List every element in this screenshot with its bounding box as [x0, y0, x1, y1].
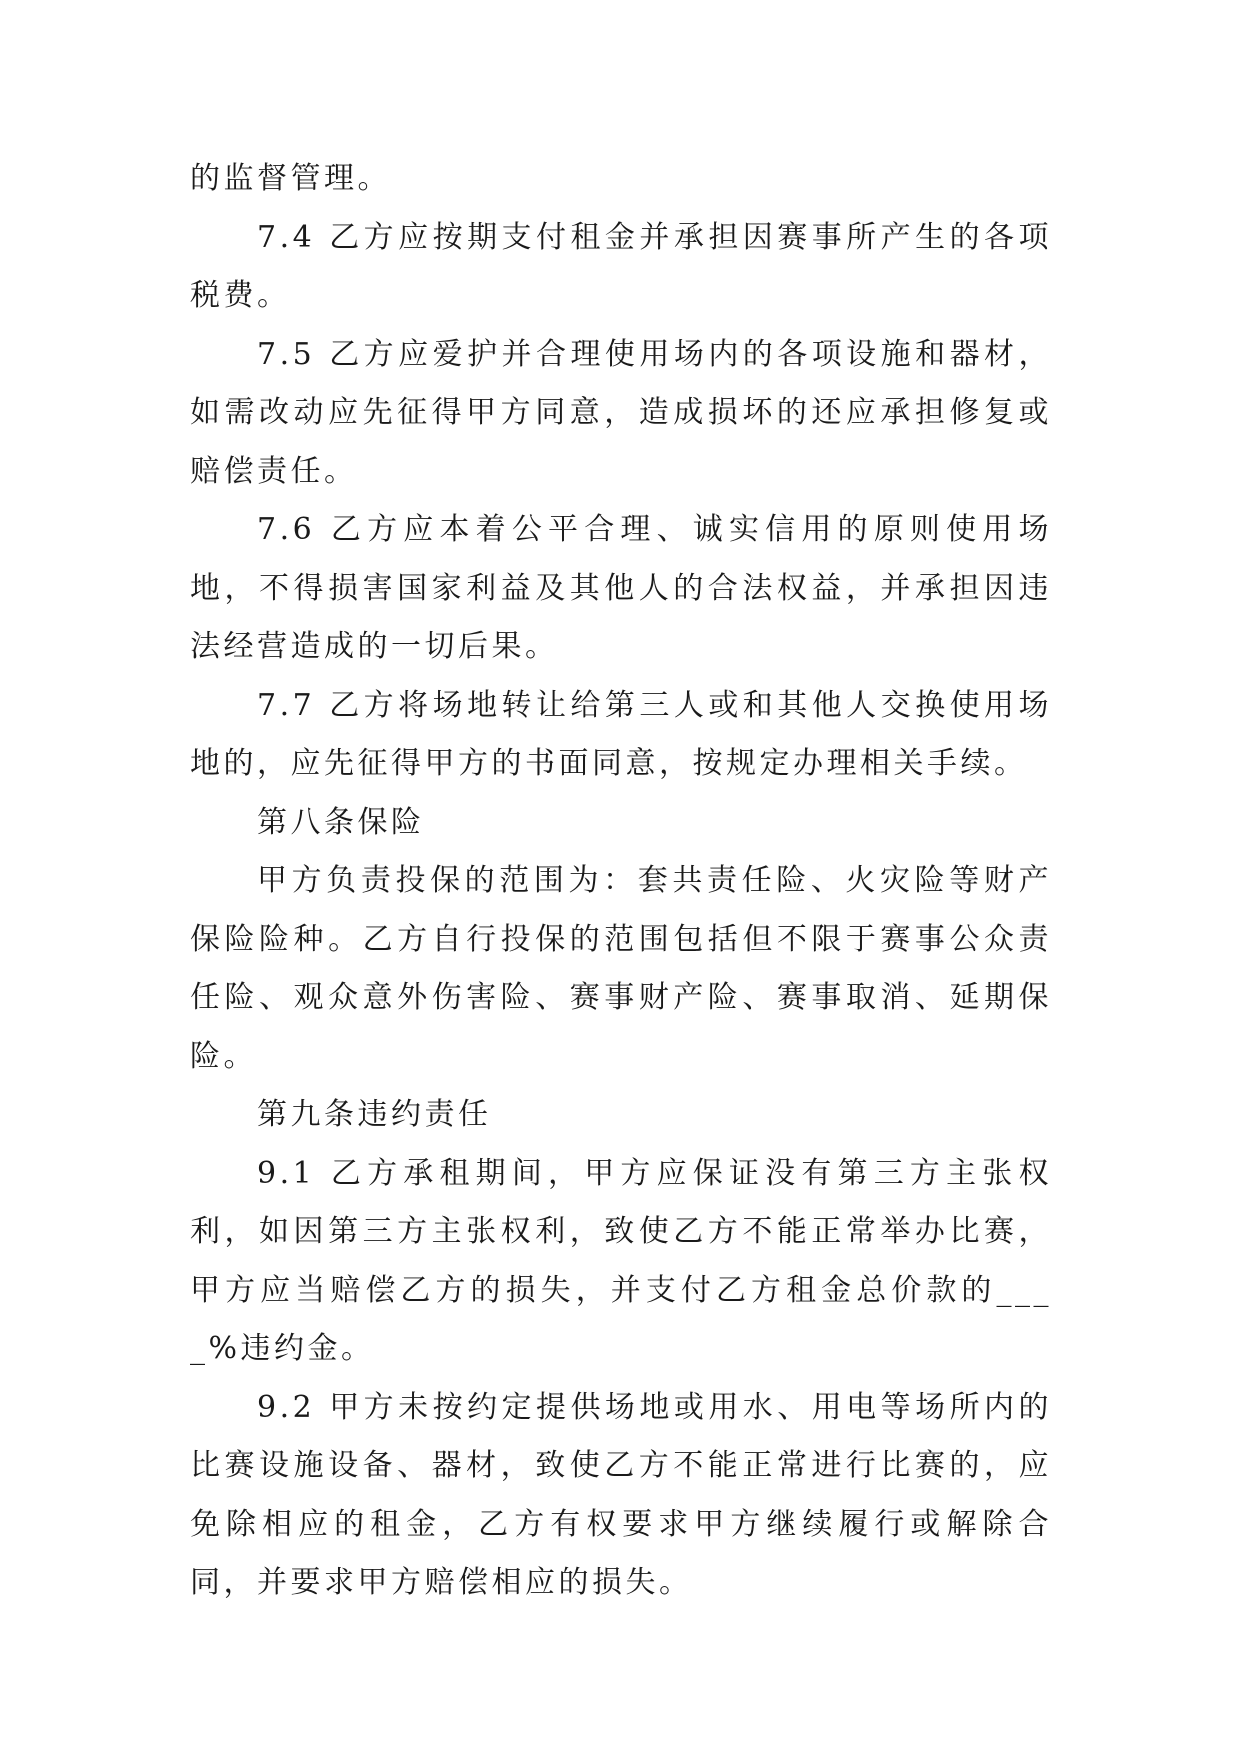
insurance-scope-paragraph: 甲方负责投保的范围为：套共责任险、火灾险等财产保险险种。乙方自行投保的范围包括但不限于赛事公众责任险、观众意外伤害险、赛事财产险、赛事取消、延期保险。 — [190, 863, 1052, 1074]
section-heading-insurance: 第八条保险 — [257, 804, 425, 840]
document-body — [190, 150, 1052, 1613]
clause-7-7: 7.7 乙方将场地转让给第三人或和其他人交换使用场地的，应先征得甲方的书面同意，按规定办理相关手续。 — [190, 687, 1052, 781]
section-heading-liability: 第九条违约责任 — [257, 1097, 492, 1132]
clause-7-4: 7.4 乙方应按期支付租金并承担因赛事所产生的各项税费。 — [190, 219, 1052, 313]
clause-7-6: 7.6 乙方应本着公平合理、诚实信用的原则使用场地，不得损害国家利益及其他人的合法权益，并承担因违法经营造成的一切后果。 — [190, 512, 1052, 664]
clause-7-5: 7.5 乙方应爱护并合理使用场内的各项设施和器材，如需改动应先征得甲方同意，造成损坏的还应承担修复或赔偿责任。 — [190, 336, 1052, 489]
clause-9-2: 9.2 甲方未按约定提供场地或用水、用电等场所内的比赛设施设备、器材，致使乙方不能正常进行比赛的，应免除相应的租金，乙方有权要求甲方继续履行或解除合同，并要求甲方赔偿相应的损失。 — [190, 1389, 1052, 1600]
clause-9-1: 9.1 乙方承租期间，甲方应保证没有第三方主张权利，如因第三方主张权利，致使乙方不能正常举办比赛，甲方应当赔偿乙方的损失，并支付乙方租金总价款的____%违约金。 — [190, 1155, 1052, 1366]
paragraph-continuation: 的监督管理。 — [190, 161, 391, 196]
